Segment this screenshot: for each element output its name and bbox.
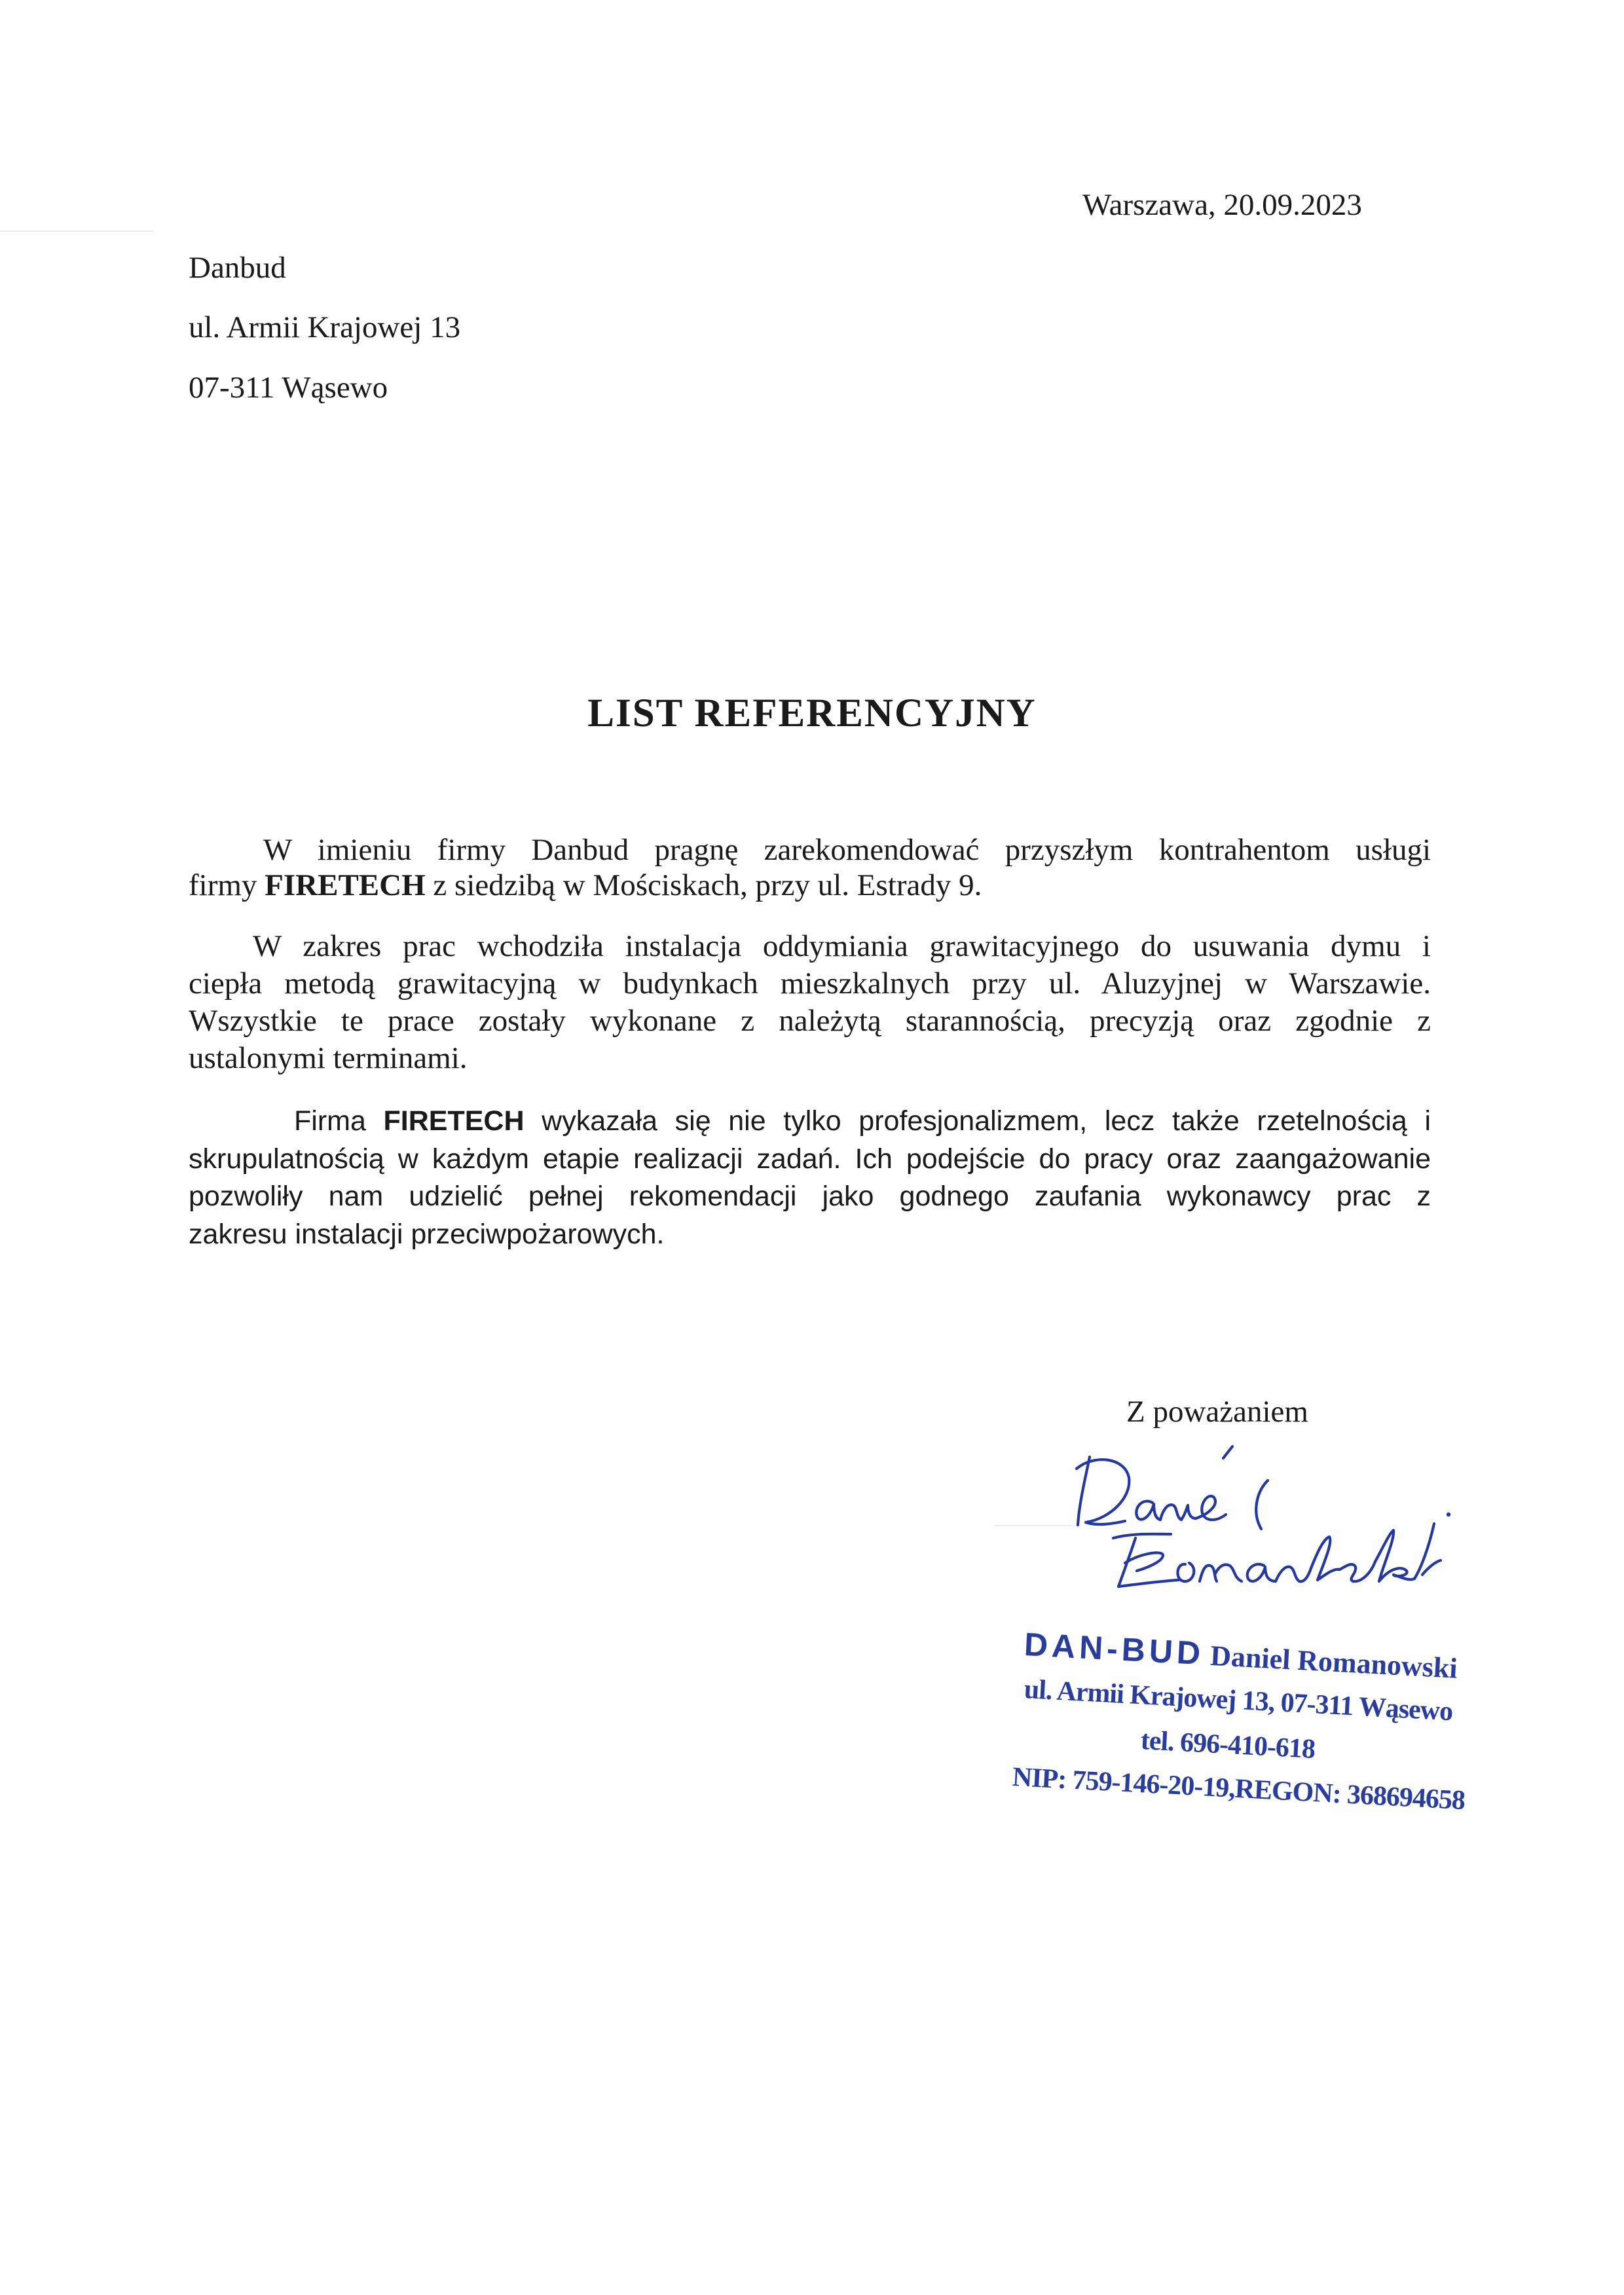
paragraph-line (189, 1141, 1431, 1179)
stamp-address: ul. Armii Krajowej 13, 07-311 Wąsewo (1023, 1674, 1454, 1727)
line-text: z siedzibą w Mościskach, przy ul. Estrady 9. (425, 868, 982, 902)
paragraph-line (189, 928, 1431, 965)
paragraph-line (189, 1103, 1431, 1141)
line-text: Wszystkie te prace zostały wykonane z należytą starannością, precyzją oraz zgodnie z (189, 1004, 1431, 1038)
paragraph-1 (189, 832, 1431, 903)
stamp-company: DAN-BUD (1023, 1626, 1206, 1672)
company-name-bold: FIRETECH (383, 1105, 525, 1137)
line-text: wykazała się nie tylko profesjonalizmem, lecz także rzetelnością i (524, 1105, 1431, 1137)
letter-title: LIST REFERENCYJNY (587, 691, 1037, 735)
line-text: W zakres prac wchodziła instalacja oddymiania grawitacyjnego do usuwania dymu i (253, 929, 1431, 963)
scan-mark (0, 230, 154, 232)
company-name-bold: FIRETECH (265, 868, 426, 902)
line-text: firmy (189, 868, 265, 902)
paragraph-line (189, 965, 1431, 1002)
recipient-city: 07-311 Wąsewo (189, 371, 388, 405)
place-and-date: Warszawa, 20.09.2023 (1082, 188, 1362, 222)
paragraph-line (189, 1216, 1431, 1254)
line-text: ciepła metodą grawitacyjną w budynkach mieszkalnych przy ul. Aluzyjnej w Warszawie. (189, 966, 1431, 1001)
recipient-street: ul. Armii Krajowej 13 (189, 310, 461, 344)
paragraph-line (189, 832, 1431, 868)
handwritten-signature (1048, 1437, 1467, 1607)
paragraph-2 (189, 928, 1431, 1077)
stamp-registry: NIP: 759-146-20-19,REGON: 368694658 (1011, 1762, 1466, 1816)
stamp-owner: Daniel Romanowski (1209, 1639, 1458, 1685)
line-text: W imieniu firmy Danbud pragnę zarekomendować przyszłym kontrahentom usługi (263, 833, 1431, 867)
paragraph-line (189, 1002, 1431, 1040)
line-text: ustalonymi terminami. (189, 1041, 468, 1075)
paragraph-line (189, 868, 1431, 903)
line-text: pozwoliły nam udzielić pełnej rekomendacji jako godnego zaufania wykonawcy prac z (189, 1181, 1431, 1212)
line-text: Firma (294, 1105, 384, 1137)
stamp-phone: tel. 696-410-618 (1139, 1725, 1316, 1765)
paragraph-line (189, 1040, 1431, 1077)
closing-text: Z poważaniem (1126, 1395, 1308, 1429)
recipient-name: Danbud (189, 251, 286, 285)
line-text: skrupulatnością w każdym etapie realizacji zadań. Ich podejście do pracy oraz zaangażowanie (189, 1143, 1431, 1175)
line-text: zakresu instalacji przeciwpożarowych. (189, 1218, 665, 1250)
paragraph-3 (189, 1103, 1431, 1253)
paragraph-line (189, 1178, 1431, 1216)
